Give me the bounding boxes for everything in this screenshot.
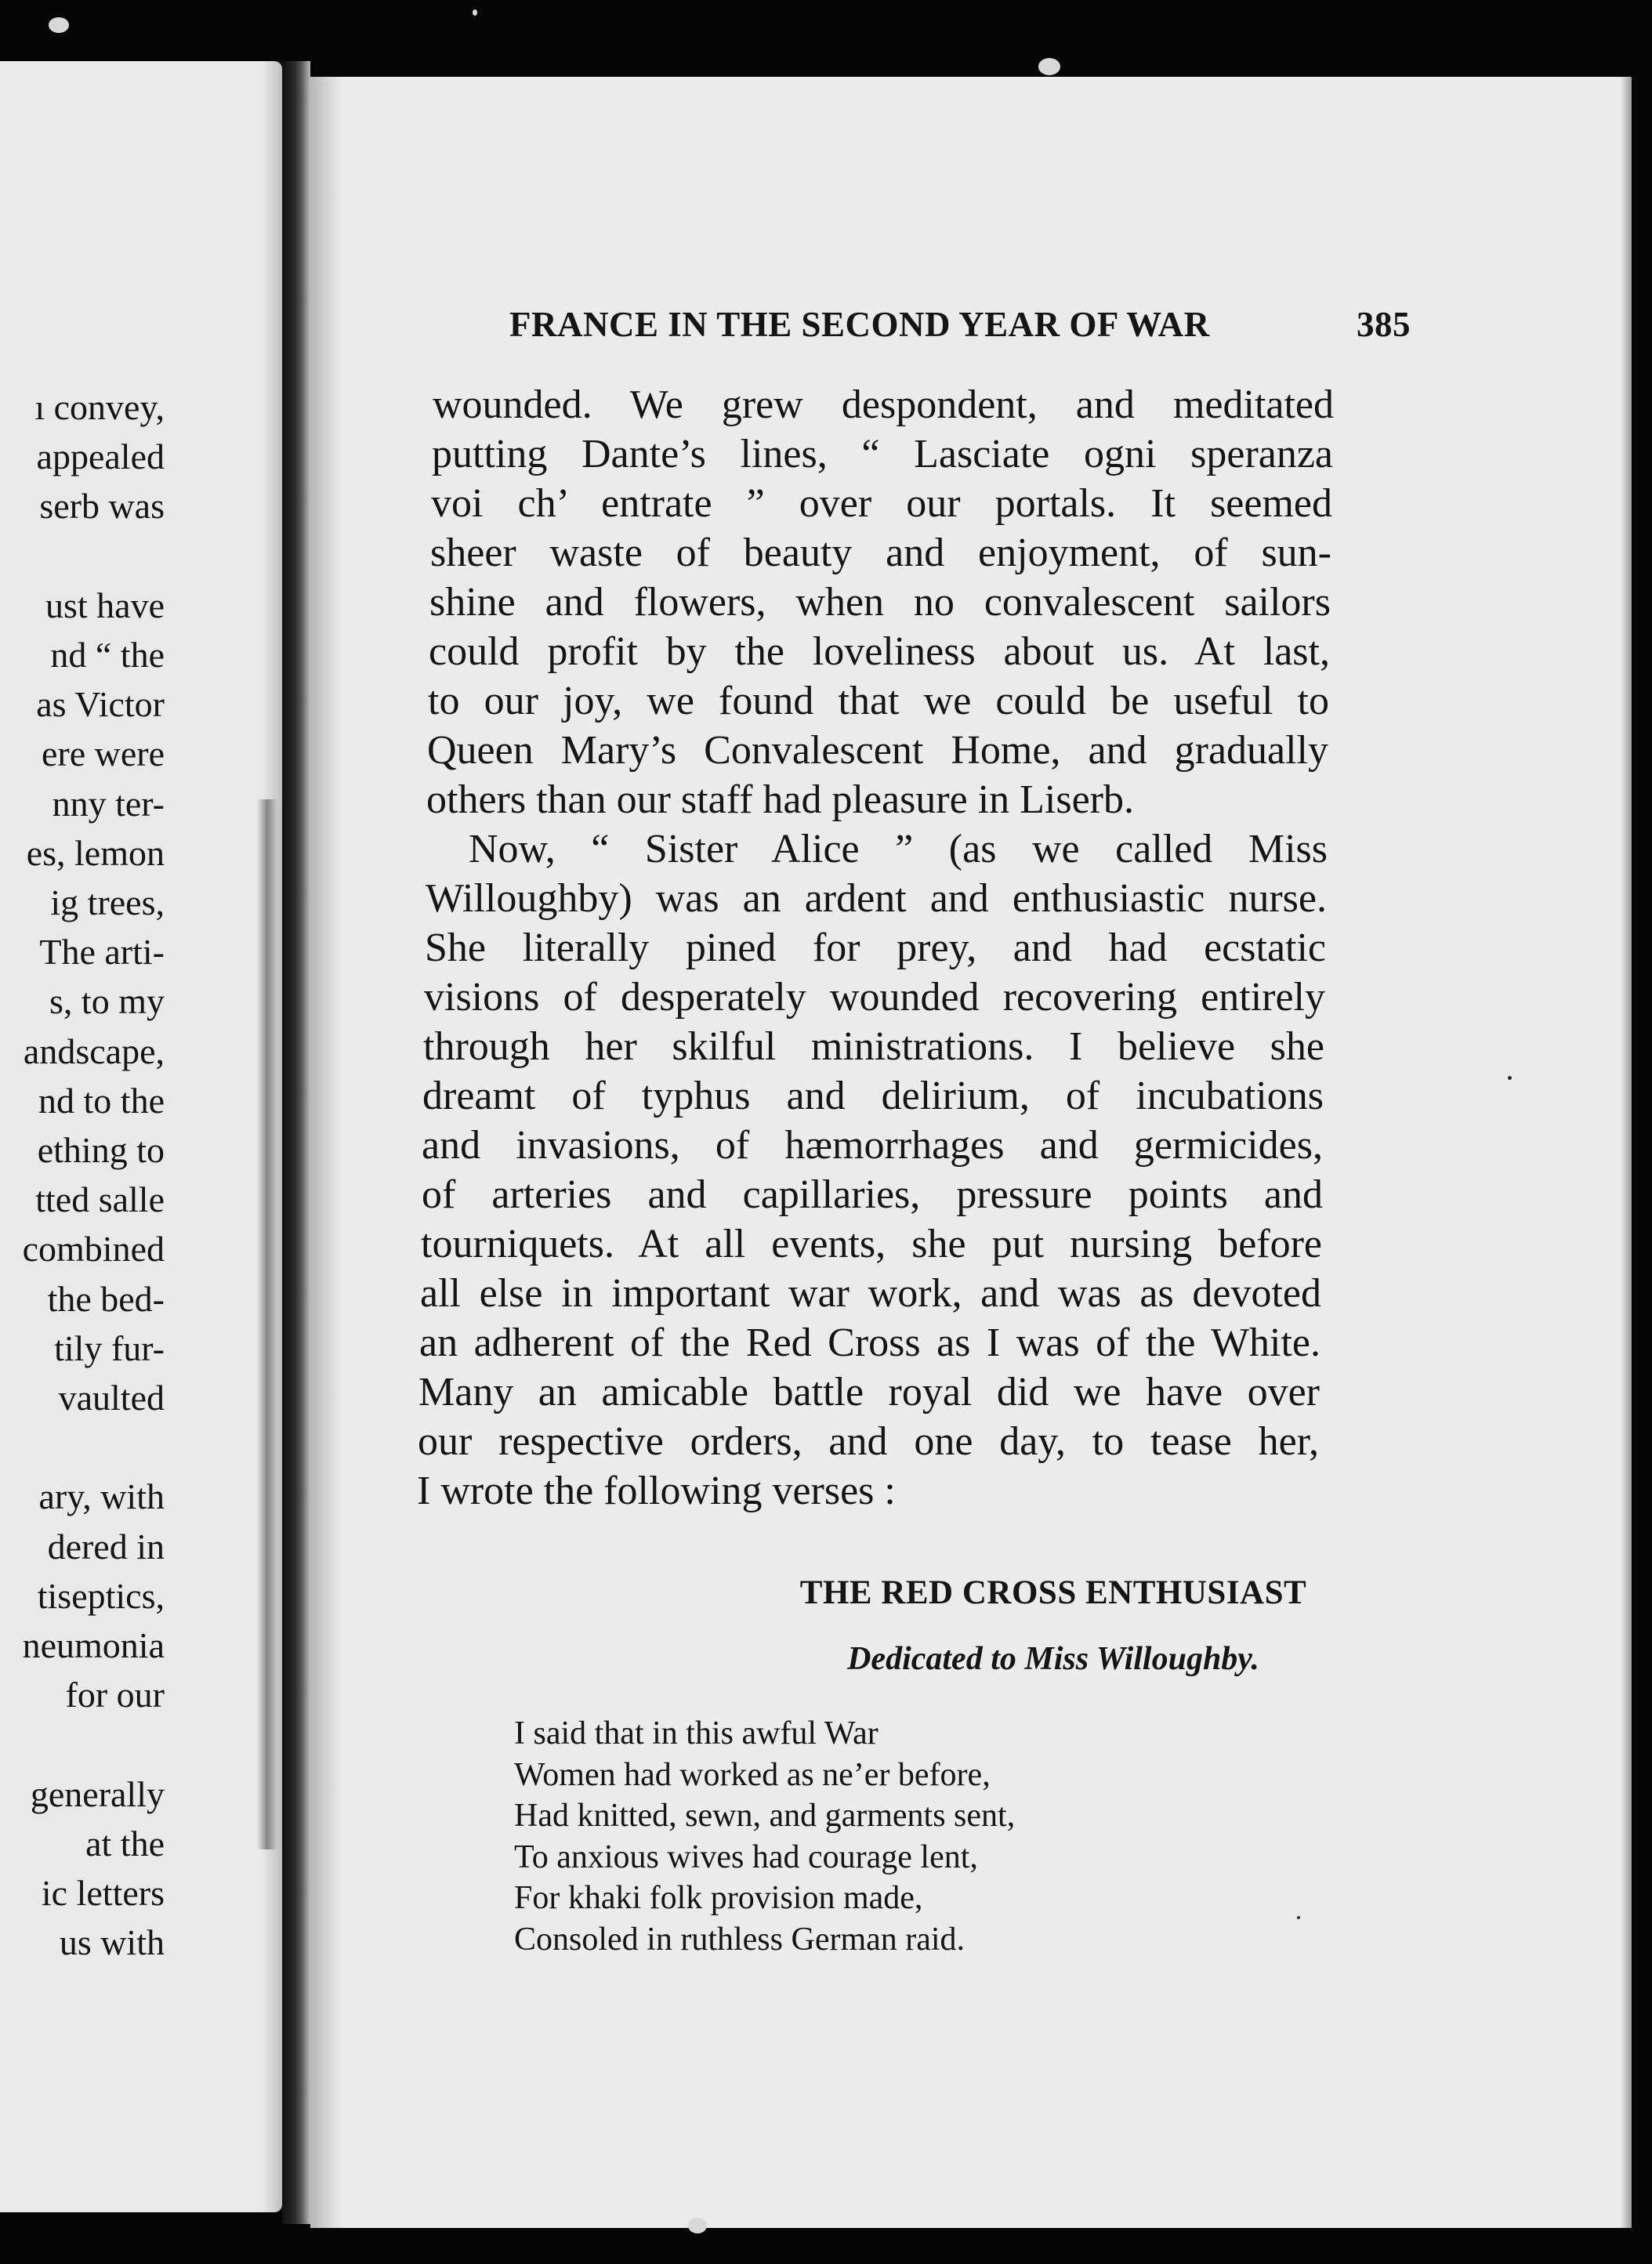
poem-dedication: Dedicated to Miss Willoughby. <box>847 1641 1259 1677</box>
running-head-title: FRANCE IN THE SECOND YEAR OF WAR <box>509 305 1210 344</box>
page-number: 385 <box>1357 305 1411 344</box>
book-gutter <box>282 61 310 2224</box>
left-page-line: at the <box>85 1823 165 1864</box>
left-page-line: for our <box>65 1675 165 1715</box>
paragraph-line: putting Dante’s lines, “ Lasciate ogni speranza <box>432 432 1333 476</box>
poem-line: To anxious wives had courage lent, <box>514 1838 978 1875</box>
paragraph-line: our respective orders, and one day, to tease her, <box>418 1419 1319 1464</box>
left-page-line: The arti- <box>39 932 165 973</box>
paragraph-line: tourniquets. At all events, she put nursing before <box>421 1222 1322 1266</box>
left-page-line: serb was <box>39 486 165 527</box>
running-head <box>509 304 1411 345</box>
scan-speck <box>1038 58 1060 75</box>
left-page-line: ust have <box>45 585 165 625</box>
left-page-line: neumonia <box>22 1625 165 1665</box>
left-page-line: the bed- <box>47 1278 165 1319</box>
left-page-line: nny ter- <box>52 783 165 824</box>
paragraph-line: dreamt of typhus and delirium, of incubations <box>422 1074 1324 1118</box>
left-page-line: nd “ the <box>50 635 165 675</box>
poem-title: THE RED CROSS ENTHUSIAST <box>799 1574 1307 1611</box>
right-page <box>310 77 1632 2228</box>
left-page-line: andscape, <box>23 1031 165 1071</box>
paragraph-line: sheer waste of beauty and enjoyment, of sun- <box>430 531 1331 575</box>
left-page-line: appealed <box>36 436 165 477</box>
left-page-line: ic letters <box>41 1873 165 1913</box>
left-page-line: s, to my <box>49 981 165 1022</box>
spine-shadow <box>257 799 277 1849</box>
paragraph-line: Many an amicable battle royal did we have over <box>418 1370 1320 1415</box>
paragraph-line: wounded. We grew despondent, and meditated <box>433 382 1334 427</box>
paragraph-line: could profit by the loveliness about us. At last, <box>429 629 1330 674</box>
left-page-line: ary, with <box>38 1476 165 1517</box>
left-page-line: tted salle <box>35 1179 165 1220</box>
paragraph-line: I wrote the following verses : <box>417 1469 896 1513</box>
poem-line: Consoled in ruthless German raid. <box>514 1921 965 1958</box>
paragraph-line: She literally pined for prey, and had ecstatic <box>425 926 1326 970</box>
paragraph-line: to our joy, we found that we could be useful to <box>428 679 1329 723</box>
left-page-line: es, lemon <box>26 832 165 873</box>
left-page-line: ı convey, <box>34 387 165 427</box>
left-page-line: ig trees, <box>50 882 165 922</box>
paragraph-line: Queen Mary’s Convalescent Home, and gradually <box>427 728 1328 773</box>
left-page-line: tiseptics, <box>37 1575 165 1616</box>
left-page-line: ething to <box>37 1130 165 1170</box>
left-page-line: tily fur- <box>54 1328 165 1368</box>
paragraph-line: visions of desperately wounded recovering entirely <box>424 975 1325 1020</box>
paragraph-line: voi ch’ entrate ” over our portals. It seemed <box>431 481 1332 526</box>
poem-line: I said that in this awful War <box>514 1715 879 1751</box>
left-page-line: as Victor <box>36 684 165 725</box>
paragraph-line: of arteries and capillaries, pressure points and <box>422 1172 1323 1217</box>
scan-speck <box>1297 1916 1300 1919</box>
left-page-line: us with <box>59 1922 165 1963</box>
left-page-line: combined <box>22 1229 165 1270</box>
paragraph-line: shine and flowers, when no convalescent sailors <box>429 580 1331 625</box>
scan-speck <box>1508 1076 1512 1080</box>
left-page <box>0 61 282 2212</box>
paragraph-line: others than our staff had pleasure in Liserb. <box>426 777 1134 822</box>
paragraph-line: an adherent of the Red Cross as I was of the White. <box>419 1320 1321 1365</box>
scan-speck <box>49 17 69 33</box>
paragraph-line: through her skilful ministrations. I believe she <box>423 1024 1324 1069</box>
left-page-line: vaulted <box>58 1378 165 1418</box>
paragraph-line: Now, “ Sister Alice ” (as we called Miss <box>469 827 1328 871</box>
scan-speck <box>473 9 477 16</box>
left-page-line: ere were <box>41 734 165 774</box>
poem-line: For khaki folk provision made, <box>514 1880 923 1916</box>
scan-speck <box>688 2218 707 2233</box>
left-page-line: dered in <box>47 1526 165 1567</box>
poem-line: Women had worked as ne’er before, <box>514 1756 991 1793</box>
left-page-line: nd to the <box>38 1080 165 1121</box>
left-page-line: generally <box>30 1773 165 1814</box>
poem-line: Had knitted, sewn, and garments sent, <box>514 1798 1016 1834</box>
paragraph-line: all else in important war work, and was as devoted <box>420 1271 1321 1316</box>
paragraph-line: Willoughby) was an ardent and enthusiastic nurse. <box>426 876 1327 921</box>
paragraph-line: and invasions, of hæmorrhages and germicides, <box>422 1123 1323 1168</box>
